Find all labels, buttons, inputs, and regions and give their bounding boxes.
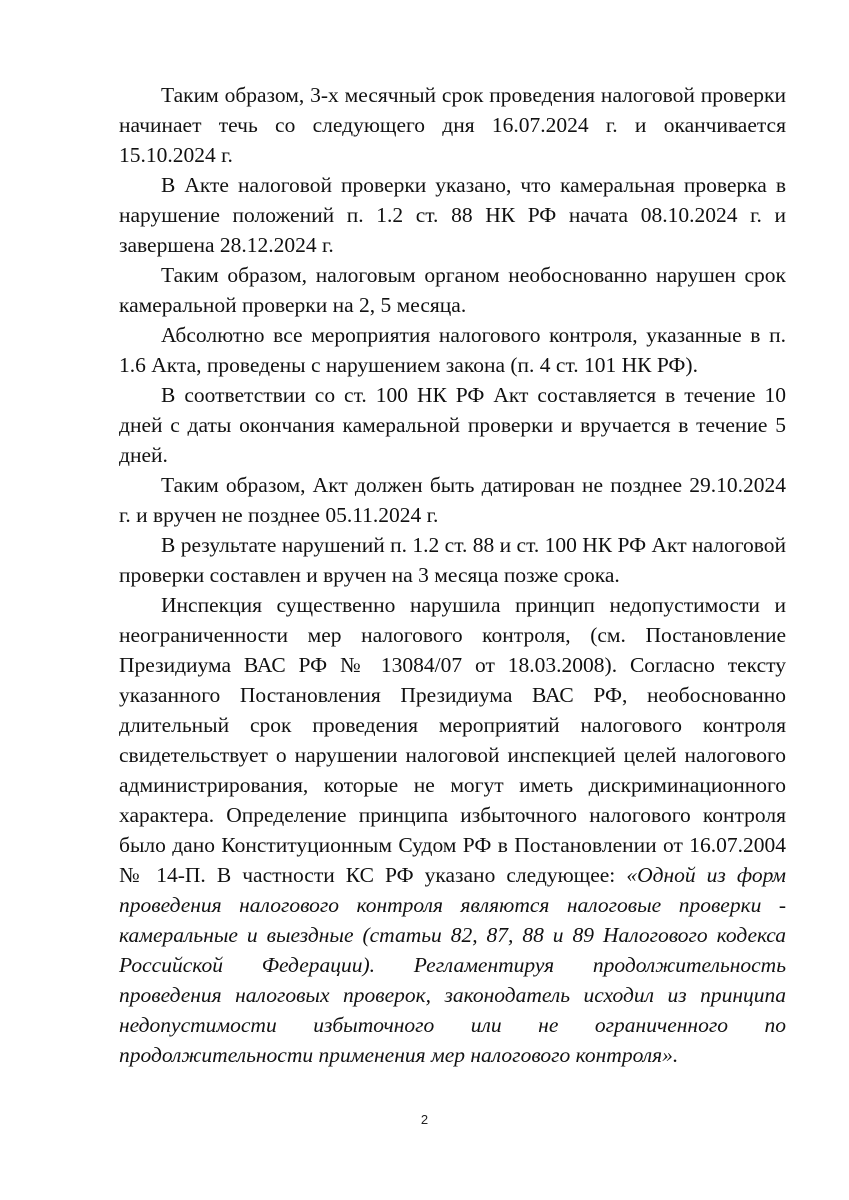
paragraph-5: В соответствии со ст. 100 НК РФ Акт составляется в течение 10 дней с даты окончания камеральной проверки и вручается в течение 5 дней. <box>119 383 786 467</box>
paragraph-3: Таким образом, налоговым органом необоснованно нарушен срок камеральной проверки на 2, 5 месяца. <box>119 263 786 317</box>
court-quote: «Одной из форм проведения налогового контроля являются налоговые проверки - камеральные и выездные (статьи 82, 87, 88 и 89 Налогового кодекса Российской Федерации). Регламентируя продолжительность проведения налоговых проверок, законодатель исходил из принципа недопустимости избыточного или не ограниченного по продолжительности применения мер налогового контроля». <box>119 863 786 1067</box>
paragraph-1: Таким образом, 3-х месячный срок проведения налоговой проверки начинает течь со следующего дня 16.07.2024 г. и оканчивается 15.10.2024 г. <box>119 83 786 167</box>
document-page <box>119 80 786 1070</box>
paragraph-8 <box>119 590 786 1070</box>
paragraph-4: Абсолютно все мероприятия налогового контроля, указанные в п. 1.6 Акта, проведены с нарушением закона (п. 4 ст. 101 НК РФ). <box>119 323 786 377</box>
paragraph-8-text: Инспекция существенно нарушила принцип недопустимости и неограниченности мер налогового контроля, (см. Постановление Президиума ВАС РФ № 13084/07 от 18.03.2008). Согласно тексту указанного Постановления Президиума ВАС РФ, необоснованно длительный срок проведения мероприятий налогового контроля свидетельствует о нарушении налоговой инспекцией целей налогового администрирования, которые не могут иметь дискриминационного характера. Определение принципа избыточного налогового контроля было дано Конституционным Судом РФ в Постановлении от 16.07.2004 № 14-П. В частности КС РФ указано следующее: <box>119 593 786 887</box>
paragraph-7: В результате нарушений п. 1.2 ст. 88 и ст. 100 НК РФ Акт налоговой проверки составлен и вручен на 3 месяца позже срока. <box>119 533 786 587</box>
page-number: 2 <box>420 1112 429 1127</box>
paragraph-2: В Акте налоговой проверки указано, что камеральная проверка в нарушение положений п. 1.2 ст. 88 НК РФ начата 08.10.2024 г. и завершена 28.12.2024 г. <box>119 173 786 257</box>
paragraph-6: Таким образом, Акт должен быть датирован не позднее 29.10.2024 г. и вручен не позднее 05.11.2024 г. <box>119 473 786 527</box>
